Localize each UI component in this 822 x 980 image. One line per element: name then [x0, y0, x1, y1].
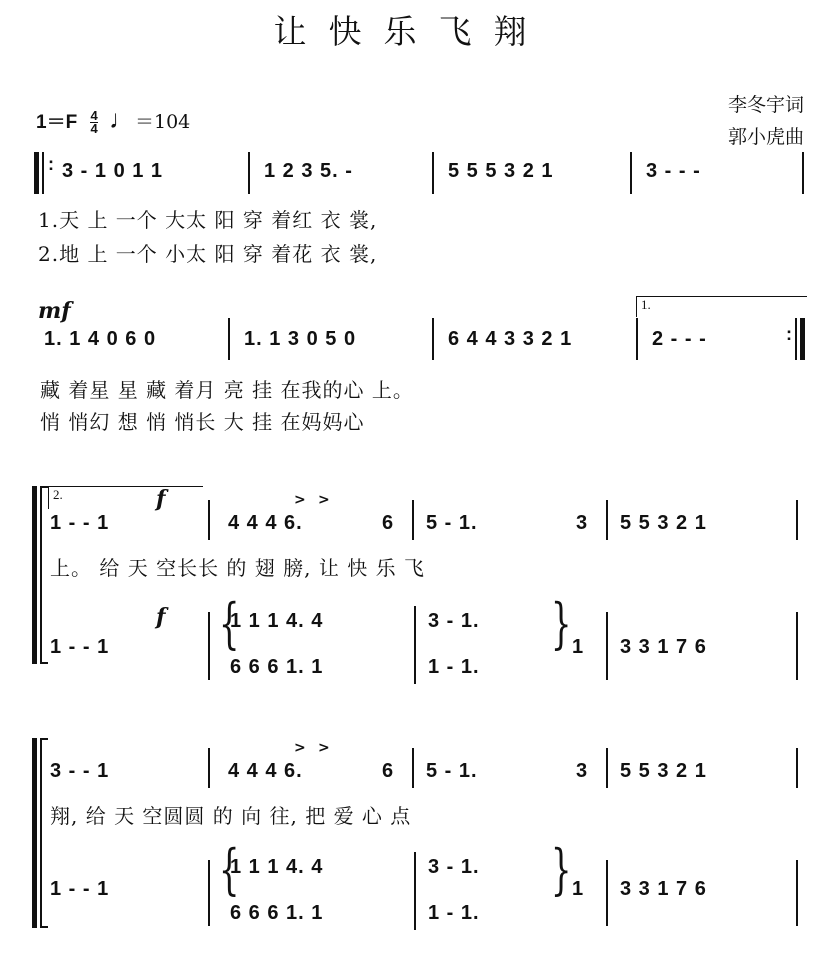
repeat-dots: :: [48, 154, 55, 174]
repeat-end-bar: [800, 318, 805, 360]
lyric-line: 上。 给 天 空长长 的 翅 膀, 让 快 乐 飞: [50, 556, 425, 580]
barline: [42, 152, 44, 194]
system-bracket: [40, 738, 48, 928]
page-title: 让快乐飞翔: [273, 12, 549, 51]
measure-16: 5 5 3 2 1: [620, 760, 707, 782]
lyricist: 李冬宇词: [727, 94, 804, 116]
measure-8: 2 - - -: [652, 328, 707, 350]
barline: [208, 860, 210, 926]
composer: 郭小虎曲: [727, 126, 804, 148]
measure-3: 5 5 5 3 2 1: [448, 160, 554, 182]
barline: [606, 860, 608, 926]
barline: [796, 860, 798, 926]
measure-4: 3 - - -: [646, 160, 701, 182]
barline: [414, 852, 416, 930]
lyric-verse-1: 1.天 上 一个 大太 阳 穿 着红 衣 裳,: [38, 208, 378, 232]
barline: [208, 500, 210, 540]
lower-measure-9: 1 - - 1: [50, 636, 110, 658]
measure-10: 4 4 4 6.: [228, 512, 303, 534]
measure-7: 6 4 4 3 3 2 1: [448, 328, 573, 350]
lower-measure-16: 3 3 1 7 6: [620, 878, 707, 900]
barline: [630, 152, 632, 194]
system-bar: [32, 738, 37, 928]
measure-13: 3 - - 1: [50, 760, 110, 782]
barline: [796, 612, 798, 680]
lyric-verse-2: 悄 悄幻 想 悄 悄长 大 挂 在妈妈心: [40, 410, 365, 434]
lower-measure-15-lower: 1 - 1.: [428, 902, 480, 924]
lower-measure-10-lower: 6 6 6 1. 1: [230, 656, 324, 678]
dynamic-mark: mf: [38, 298, 71, 324]
barline: [606, 612, 608, 680]
measure-2: 1 2 3 5. -: [264, 160, 353, 182]
lower-measure-12: 3 3 1 7 6: [620, 636, 707, 658]
measure-15-end: 3: [576, 760, 589, 782]
lower-measure-14-lower: 6 6 6 1. 1: [230, 902, 324, 924]
measure-6: 1. 1 3 0 5 0: [244, 328, 357, 350]
lower-measure-11-lower: 1 - 1.: [428, 656, 480, 678]
lower-measure-10-upper: 1 1 1 4. 4: [230, 610, 324, 632]
barline: [636, 318, 638, 360]
time-signature: $\frac{4}{4}$: [90, 108, 98, 137]
barline: [606, 500, 608, 540]
lyric-line: 翔, 给 天 空圆圆 的 向 往, 把 爱 心 点: [50, 804, 412, 828]
system-bracket: [40, 486, 48, 664]
measure-1: 3 - 1 0 1 1: [62, 160, 164, 182]
brace-open: {: [218, 592, 240, 655]
measure-5: 1. 1 4 0 6 0: [44, 328, 157, 350]
system-bar: [32, 486, 37, 664]
lyric-verse-2: 2.地 上 一个 小太 阳 穿 着花 衣 裳,: [38, 242, 378, 266]
barline: [228, 318, 230, 360]
accent-mark: >: [294, 492, 306, 508]
barline: [248, 152, 250, 194]
repeat-start-bar: [34, 152, 39, 194]
dynamic-mark: f: [156, 604, 166, 630]
barline: [802, 152, 804, 194]
barline: [606, 748, 608, 788]
barline: [208, 748, 210, 788]
measure-14: 4 4 4 6.: [228, 760, 303, 782]
key-tempo: [36, 104, 190, 135]
lower-measure-14-upper: 1 1 1 4. 4: [230, 856, 324, 878]
barline: [432, 152, 434, 194]
accent-mark: >: [294, 740, 306, 756]
measure-15: 5 - 1.: [426, 760, 478, 782]
quarter-note-icon: ♩: [108, 104, 135, 134]
lower-measure-13: 1 - - 1: [50, 878, 110, 900]
barline: [432, 318, 434, 360]
lyric-verse-1: 藏 着星 星 藏 着月 亮 挂 在我的心 上。: [40, 378, 414, 402]
tempo-mark: ＝104: [134, 111, 191, 133]
repeat-dots: :: [786, 324, 793, 344]
brace-close: }: [550, 838, 572, 901]
measure-12: 5 5 3 2 1: [620, 512, 707, 534]
lower-measure-11-upper: 3 - 1.: [428, 610, 480, 632]
lower-measure-15-end: 1: [572, 878, 585, 900]
barline: [796, 500, 798, 540]
accent-mark: >: [318, 492, 330, 508]
key-signature: 1＝F: [36, 112, 78, 133]
lower-measure-15-upper: 3 - 1.: [428, 856, 480, 878]
volta-2: 2.: [48, 486, 203, 509]
measure-11: 5 - 1.: [426, 512, 478, 534]
lower-measure-11-end: 1: [572, 636, 585, 658]
measure-14-end: 6: [382, 760, 395, 782]
measure-9: 1 - - 1: [50, 512, 110, 534]
barline: [796, 748, 798, 788]
barline: [795, 318, 797, 360]
barline: [412, 748, 414, 788]
measure-10-end: 6: [382, 512, 395, 534]
measure-11-end: 3: [576, 512, 589, 534]
brace-close: }: [550, 592, 572, 655]
barline: [208, 612, 210, 680]
barline: [414, 606, 416, 684]
dynamic-mark: f: [156, 486, 166, 512]
barline: [412, 500, 414, 540]
volta-1: 1.: [636, 296, 807, 317]
brace-open: {: [218, 838, 240, 901]
accent-mark: >: [318, 740, 330, 756]
